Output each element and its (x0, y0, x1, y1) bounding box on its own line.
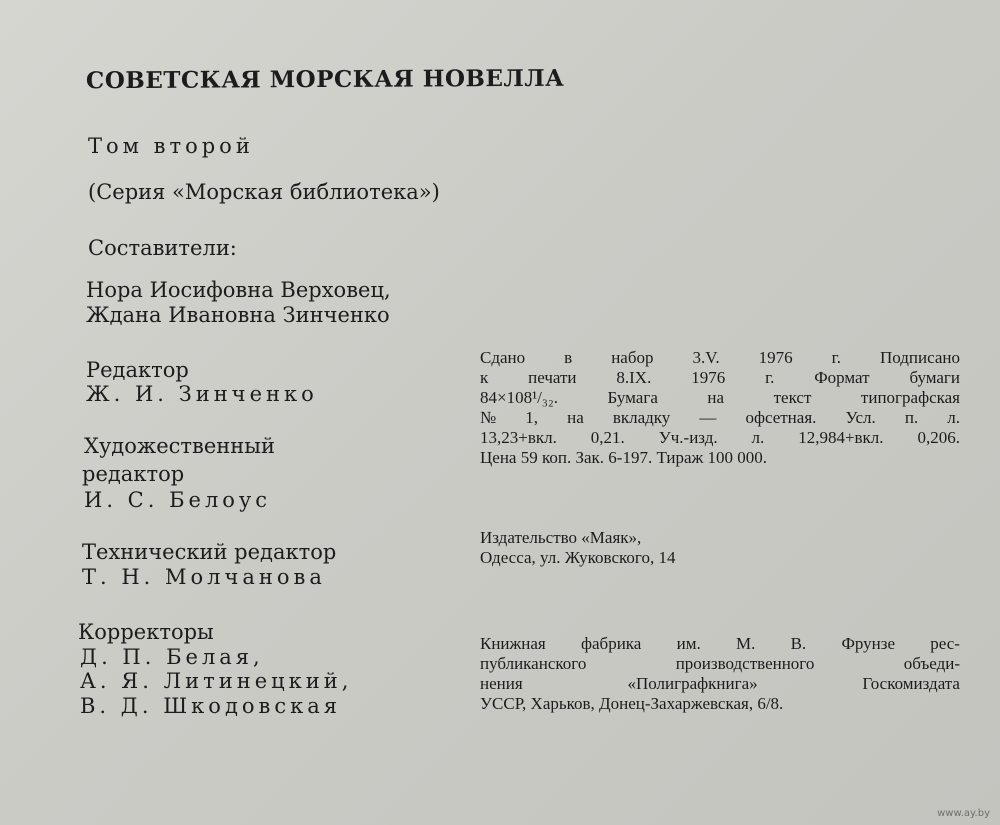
tech-editor-name: Т. Н. Молчанова (82, 565, 326, 589)
proofreader-name: Д. П. Белая, (80, 645, 264, 669)
tech-editor-label: Технический редактор (82, 540, 337, 564)
publisher-info (480, 528, 960, 568)
print-info-line: Цена 59 коп. Зак. 6-197. Тираж 100 000. (480, 448, 768, 467)
volume-label: Том второй (88, 134, 254, 158)
print-info (480, 348, 960, 468)
compilers-label: Составители: (88, 236, 237, 260)
print-info-line: Сдано в набор 3.V. 1976 г. Подписано (480, 348, 960, 367)
art-editor-label: редактор (82, 462, 185, 486)
printer-line: нения «Полиграфкнига» Госкомиздата (480, 674, 960, 693)
editor-name: Ж. И. Зинченко (86, 382, 318, 406)
compiler-name: Ждана Ивановна Зинченко (86, 303, 390, 327)
print-info-line: № 1, на вкладку — офсетная. Усл. п. л. (480, 408, 960, 427)
printer-info (480, 634, 960, 714)
publisher-line: Одесса, ул. Жуковского, 14 (480, 548, 676, 567)
book-title: СОВЕТСКАЯ МОРСКАЯ НОВЕЛЛА (85, 64, 565, 95)
art-editor-label: Художественный (84, 434, 275, 458)
art-editor-name: И. С. Белоус (84, 488, 272, 512)
watermark: www.ay.by (937, 808, 990, 819)
proofreader-name: В. Д. Шкодовская (80, 694, 341, 718)
publisher-line: Издательство «Маяк», (480, 528, 642, 547)
compiler-name: Нора Иосифовна Верховец, (86, 278, 391, 302)
editor-label: Редактор (86, 358, 189, 382)
proofreaders-label: Корректоры (78, 620, 214, 644)
print-info-line: к печати 8.IX. 1976 г. Формат бумаги (480, 368, 960, 387)
printer-line: Книжная фабрика им. М. В. Фрунзе рес- (480, 634, 960, 653)
series-label: (Серия «Морская библиотека») (88, 180, 440, 204)
print-info-line: 13,23+вкл. 0,21. Уч.-изд. л. 12,984+вкл. 0,206. (480, 428, 960, 447)
printer-line: УССР, Харьков, Донец-Захаржевская, 6/8. (480, 694, 784, 713)
proofreader-name: А. Я. Литинецкий, (80, 669, 353, 693)
print-info-line: 84×108¹/₃₂. Бумага на текст типографская (480, 388, 960, 407)
printer-line: публиканского производственного объеди- (480, 654, 960, 673)
